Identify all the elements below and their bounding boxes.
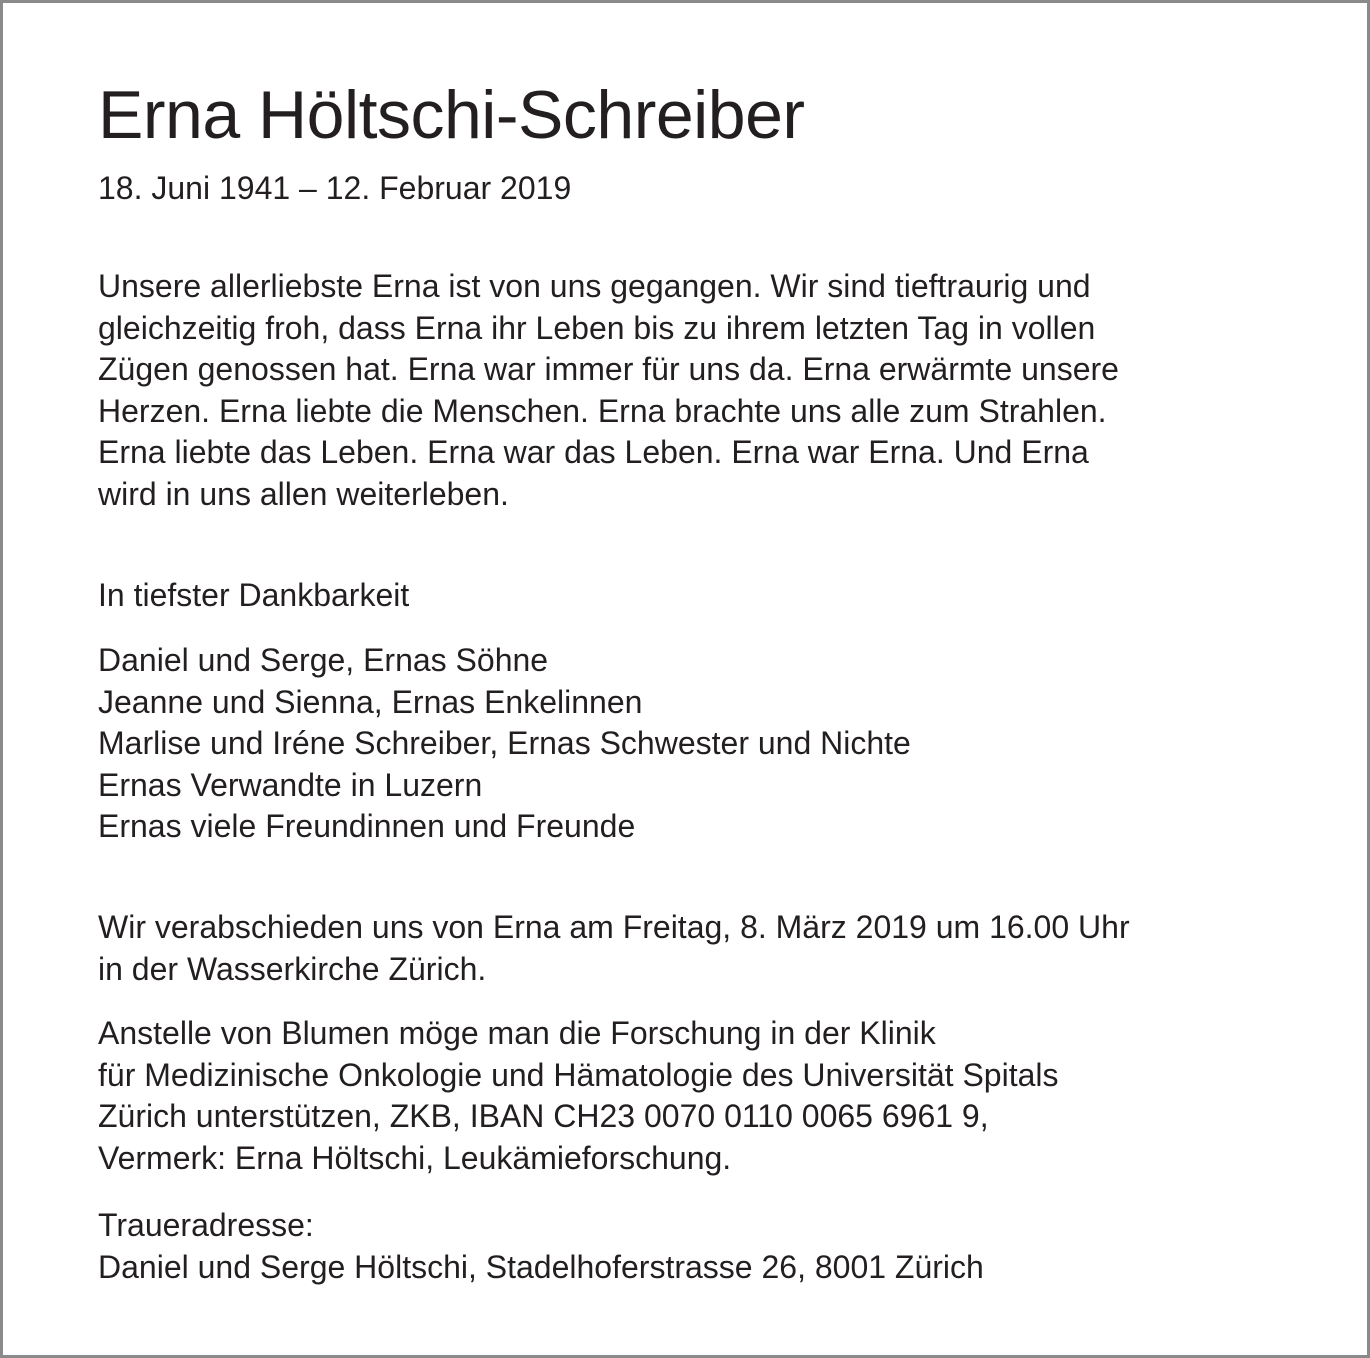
address-label: Traueradresse: [98,1207,314,1243]
tribute-line: wird in uns allen weiterleben. [98,475,509,512]
donation-line: Zürich unterstützen, ZKB, IBAN CH23 0070 0110 0065 6961 9, [98,1098,989,1135]
ceremony-paragraph [98,907,1130,990]
tribute-line: gleichzeitig froh, dass Erna ihr Leben bis zu ihrem letzten Tag in vollen [98,309,1096,346]
gratitude-text: In tiefster Dankbarkeit [98,577,410,613]
ceremony-line: Wir verabschieden uns von Erna am Freitag, 8. März 2019 um 16.00 Uhr [98,909,1130,945]
tribute-line: Unsere allerliebste Erna ist von uns gegangen. Wir sind tieftraurig und [98,268,1091,304]
mourning-address [98,1205,984,1288]
donation-paragraph [98,1013,1058,1179]
mourner-item: Ernas Verwandte in Luzern [98,766,483,803]
tribute-paragraph [98,266,1119,516]
address-text: Daniel und Serge Höltschi, Stadelhoferstrasse 26, 8001 Zürich [98,1248,984,1285]
tribute-line: Zügen genossen hat. Erna war immer für uns da. Erna erwärmte unsere [98,351,1119,388]
deceased-name: Erna Höltschi-Schreiber [98,77,805,153]
mourner-item: Daniel und Serge, Ernas Söhne [98,642,549,678]
donation-line: Anstelle von Blumen möge man die Forschung in der Klinik [98,1015,936,1051]
donation-line: Vermerk: Erna Höltschi, Leukämieforschung. [98,1139,732,1176]
tribute-line: Herzen. Erna liebte die Menschen. Erna brachte uns alle zum Strahlen. [98,392,1107,429]
mourner-item: Marlise und Iréne Schreiber, Ernas Schwester und Nichte [98,725,911,762]
donation-line: für Medizinische Onkologie und Hämatologie des Universität Spitals [98,1056,1059,1093]
mourner-item: Jeanne und Sienna, Ernas Enkelinnen [98,683,643,720]
tribute-line: Erna liebte das Leben. Erna war das Leben. Erna war Erna. Und Erna [98,434,1089,471]
mourners-list [98,640,911,848]
gratitude-line [98,575,409,617]
life-dates: 18. Juni 1941 – 12. Februar 2019 [98,170,572,206]
ceremony-line: in der Wasserkirche Zürich. [98,950,487,987]
mourner-item: Ernas viele Freundinnen und Freunde [98,808,636,845]
